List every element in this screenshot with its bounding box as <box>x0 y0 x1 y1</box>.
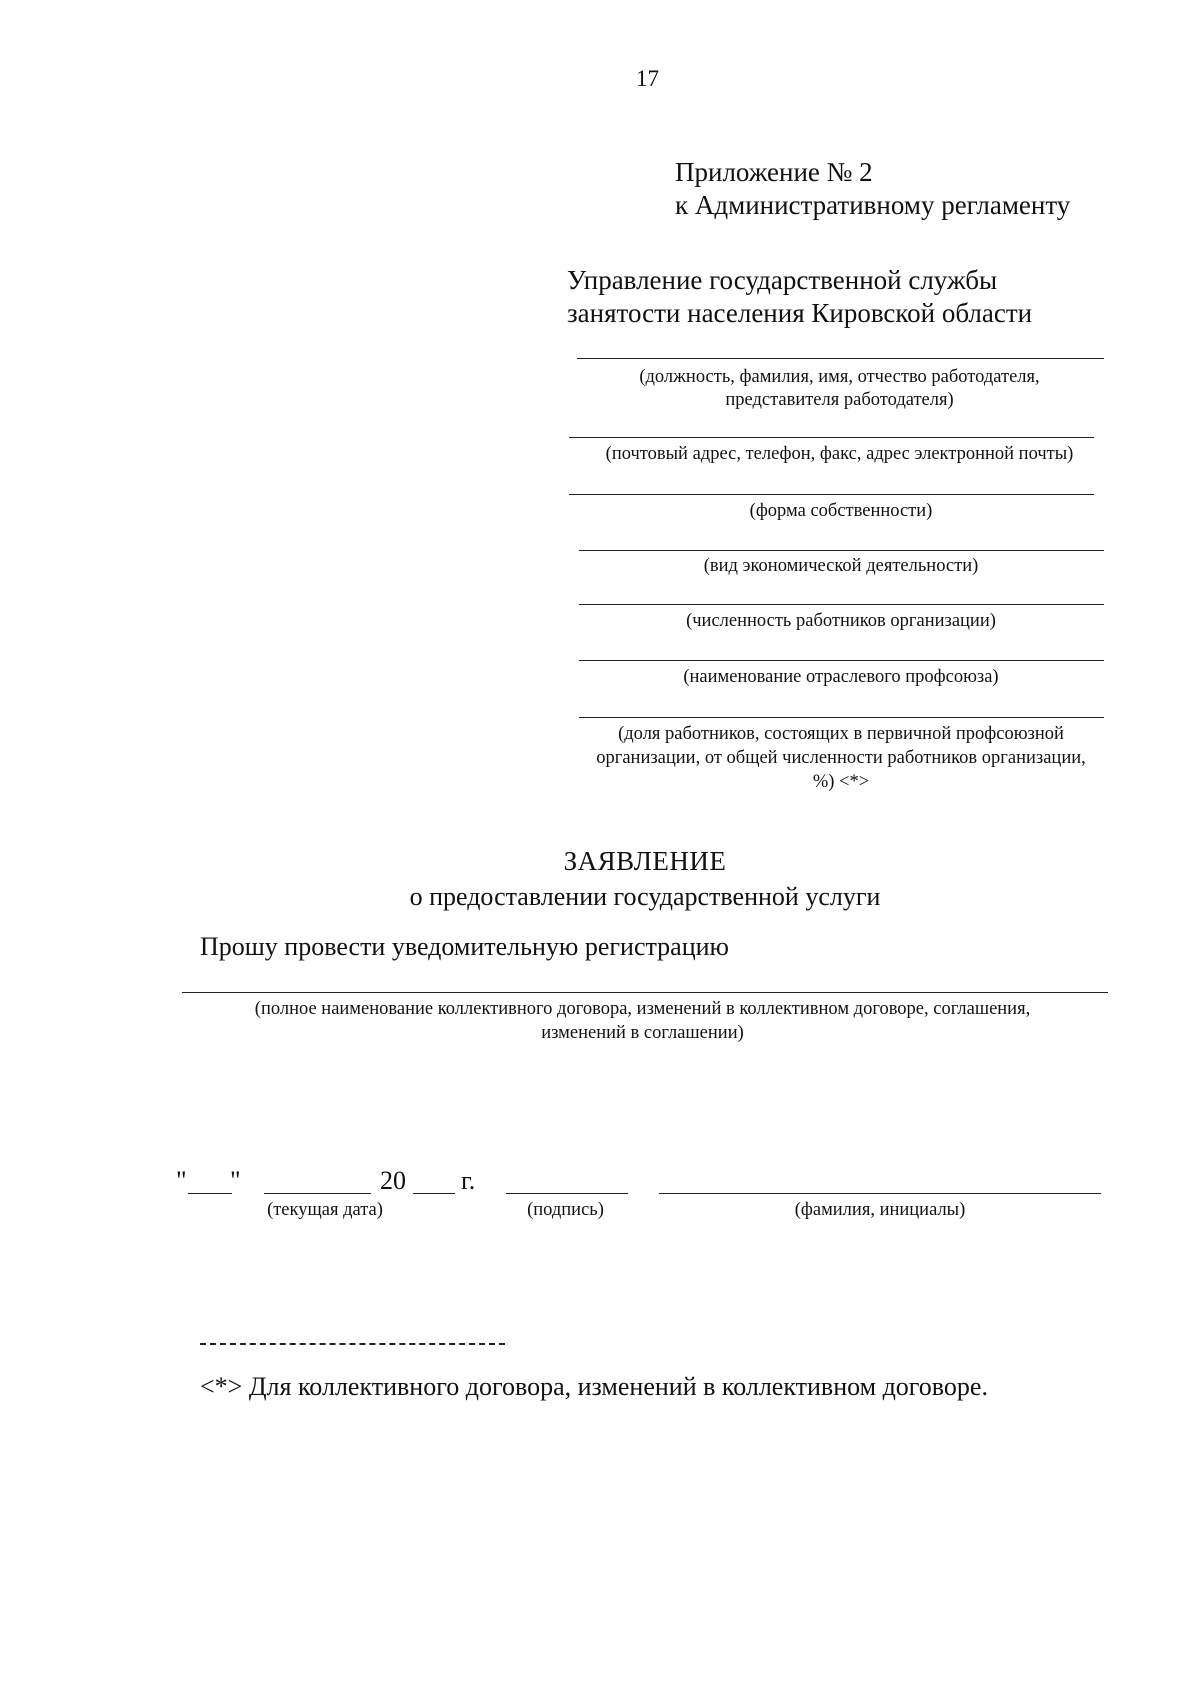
activity-field-line[interactable] <box>579 550 1104 551</box>
year-suffix: г. <box>461 1166 476 1195</box>
month-field-line[interactable] <box>264 1193 371 1194</box>
name-caption: (фамилия, инициалы) <box>794 1200 966 1220</box>
date-caption: (текущая дата) <box>267 1200 383 1220</box>
agreement-caption-2: изменений в соглашении) <box>541 1023 744 1043</box>
employer-field-line[interactable] <box>577 358 1104 359</box>
footnote-separator <box>200 1343 505 1345</box>
ownership-caption: (форма собственности) <box>749 501 933 521</box>
union-field-line[interactable] <box>579 660 1104 661</box>
page-number: 17 <box>636 66 659 91</box>
statement-title: ЗАЯВЛЕНИЕ <box>563 846 727 876</box>
ownership-field-line[interactable] <box>569 494 1094 495</box>
date-quote-open: " <box>176 1166 187 1195</box>
footnote-text: <*> Для коллективного договора, изменений в коллективном договоре. <box>200 1372 988 1401</box>
addressee-line-1: Управление государственной службы <box>567 265 998 295</box>
year-field-line[interactable] <box>413 1193 455 1194</box>
headcount-caption: (численность работников организации) <box>686 611 996 631</box>
appendix-subtitle: к Административному регламенту <box>675 190 1071 220</box>
day-field-line[interactable] <box>188 1193 232 1194</box>
contacts-caption: (почтовый адрес, телефон, факс, адрес электронной почты) <box>605 444 1074 464</box>
union-share-caption-3: %) <*> <box>812 772 870 792</box>
year-prefix: 20 <box>380 1166 406 1195</box>
agreement-caption-1: (полное наименование коллективного договора, изменений в коллективном договоре, соглашения, <box>254 999 1031 1019</box>
addressee-line-2: занятости населения Кировской области <box>567 298 1033 328</box>
request-text: Прошу провести уведомительную регистрацию <box>200 932 729 961</box>
activity-caption: (вид экономической деятельности) <box>703 556 979 576</box>
statement-subtitle: о предоставлении государственной услуги <box>409 882 881 911</box>
union-caption: (наименование отраслевого профсоюза) <box>683 667 999 687</box>
appendix-title: Приложение № 2 <box>675 157 873 187</box>
union-share-field-line[interactable] <box>579 717 1104 718</box>
employer-caption-1: (должность, фамилия, имя, отчество работодателя, <box>639 367 1040 387</box>
headcount-field-line[interactable] <box>579 604 1104 605</box>
union-share-caption-2: организации, от общей численности работников организации, <box>596 748 1086 768</box>
employer-caption-2: представителя работодателя) <box>725 390 954 410</box>
date-quote-close: " <box>230 1166 241 1195</box>
signature-caption: (подпись) <box>527 1200 604 1220</box>
signature-field-line[interactable] <box>506 1193 628 1194</box>
agreement-name-field-line[interactable] <box>182 992 1108 993</box>
contacts-field-line[interactable] <box>569 437 1094 438</box>
union-share-caption-1: (доля работников, состоящих в первичной профсоюзной <box>618 724 1064 744</box>
name-field-line[interactable] <box>659 1193 1101 1194</box>
